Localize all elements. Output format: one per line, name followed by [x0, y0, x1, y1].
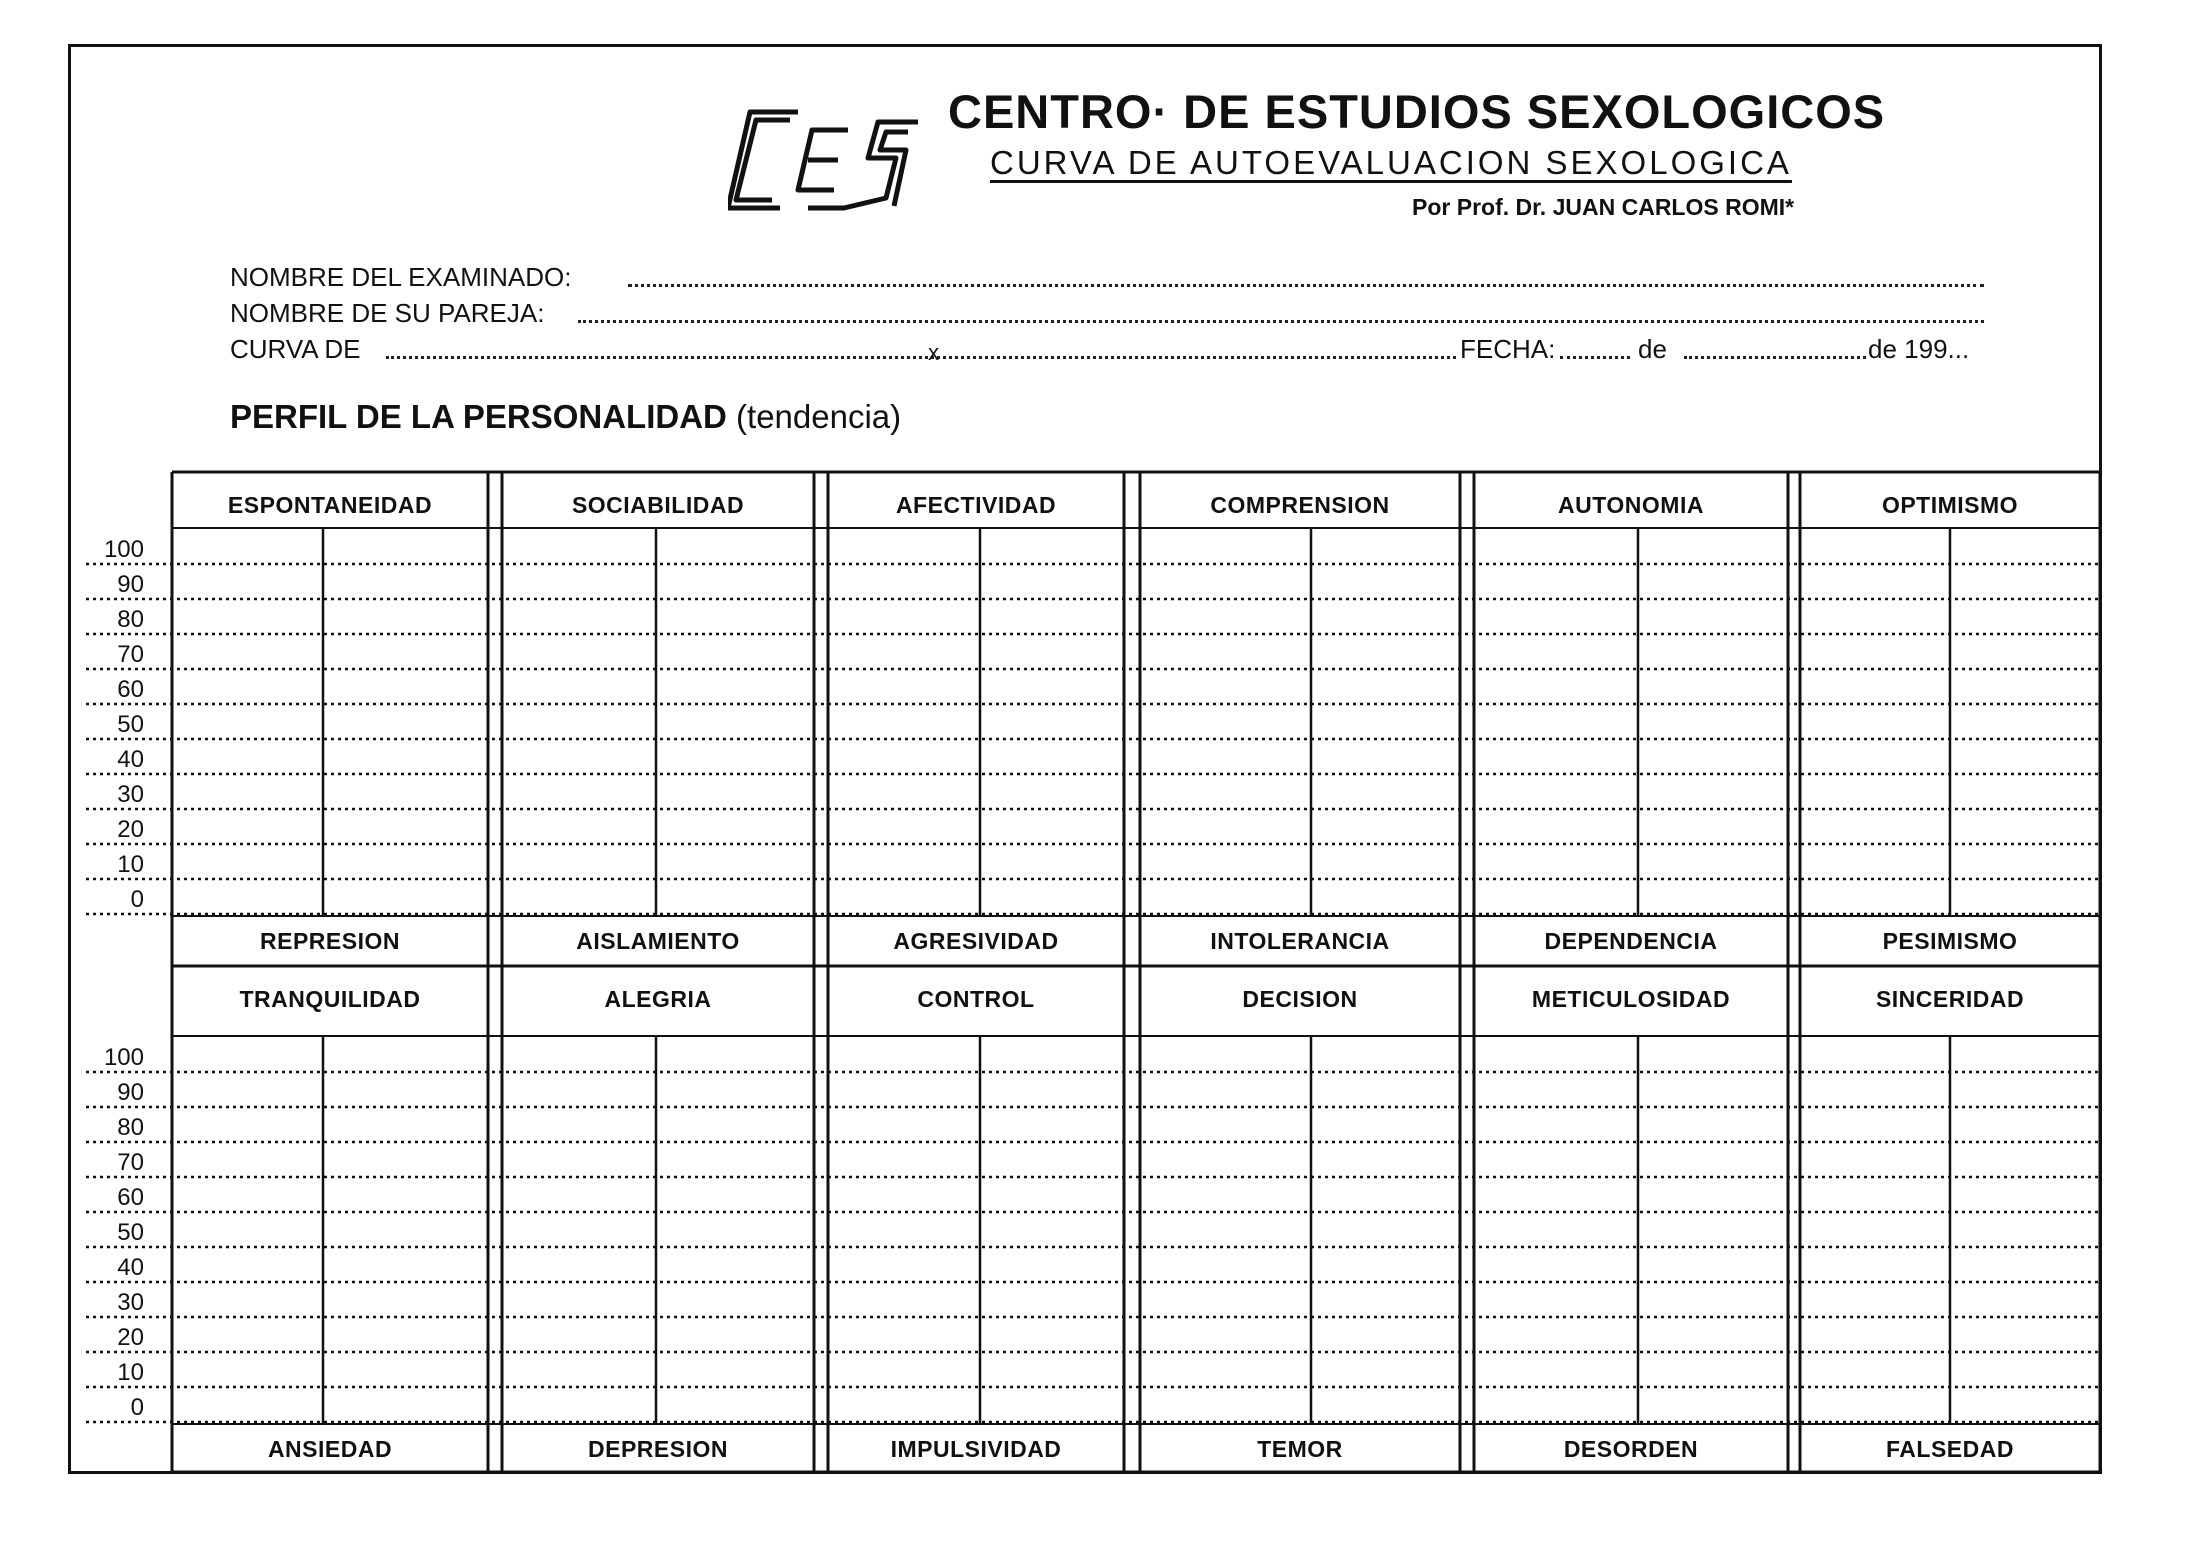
stray-x-mark: x [928, 340, 939, 365]
bottom_row-label-top-2: CONTROL [917, 986, 1035, 1012]
bottom_row-scale-20: 20 [117, 1324, 144, 1351]
top_row-scale-0: 0 [130, 886, 144, 913]
curve-of-label: CURVA DE [230, 334, 361, 364]
top_row-label-top-4: AUTONOMIA [1558, 492, 1704, 518]
top_row-scale-30: 30 [117, 781, 144, 808]
top_row-scale-70: 70 [117, 641, 144, 668]
bottom_row-label-top-5: SINCERIDAD [1875, 986, 2025, 1012]
section-title-sub: (tendencia) [736, 398, 902, 435]
top_row-scale-50: 50 [117, 711, 144, 738]
bottom_row-scale-90: 90 [117, 1079, 144, 1106]
bottom_row-label-bottom-0: ANSIEDAD [267, 1436, 393, 1462]
top_row-label-top-1: SOCIABILIDAD [571, 492, 745, 518]
bottom_row-scale-70: 70 [117, 1149, 144, 1176]
top_row-label-top-5: OPTIMISMO [1881, 492, 2019, 518]
top_row-label-top-3: COMPRENSION [1210, 492, 1390, 518]
bottom_row-scale-40: 40 [117, 1254, 144, 1281]
top_row-scale-90: 90 [117, 571, 144, 598]
date-year-label: de 199... [1868, 334, 1970, 364]
top_row-label-top-2: AFECTIVIDAD [895, 492, 1057, 518]
bottom_row-scale-80: 80 [117, 1114, 144, 1141]
author-credit: Por Prof. Dr. JUAN CARLOS ROMI* [1412, 194, 1795, 220]
top_row-scale-100: 100 [103, 536, 144, 563]
bottom_row-label-bottom-2: IMPULSIVIDAD [890, 1436, 1062, 1462]
bottom_row-scale-60: 60 [117, 1184, 144, 1211]
bottom_row-label-bottom-5: FALSEDAD [1886, 1436, 2014, 1462]
date-of-label-1: de [1638, 334, 1667, 364]
top_row-label-bottom-5: PESIMISMO [1882, 928, 2018, 954]
bottom_row-scale-10: 10 [117, 1359, 144, 1386]
form-title: CURVA DE AUTOEVALUACION SEXOLOGICA [990, 144, 1792, 181]
bottom_row-label-top-1: ALEGRIA [604, 986, 712, 1012]
top_row-label-bottom-2: AGRESIVIDAD [893, 928, 1059, 954]
bottom_row-scale-100: 100 [103, 1044, 144, 1071]
top_row-scale-60: 60 [117, 676, 144, 703]
bottom_row-scale-30: 30 [117, 1289, 144, 1316]
section-title-main: PERFIL DE LA PERSONALIDAD [230, 398, 727, 435]
bottom_row-label-bottom-4: DESORDEN [1563, 1436, 1699, 1462]
examinee-name-label: NOMBRE DEL EXAMINADO: [230, 262, 572, 292]
top_row-label-bottom-4: DEPENDENCIA [1544, 928, 1718, 954]
top_row-scale-40: 40 [117, 746, 144, 773]
bottom_row-label-top-3: DECISION [1242, 986, 1358, 1012]
bottom_row-scale-0: 0 [130, 1394, 144, 1421]
top_row-label-top-0: ESPONTANEIDAD [227, 492, 433, 518]
top_row-label-bottom-3: INTOLERANCIA [1210, 928, 1390, 954]
top_row-label-bottom-0: REPRESION [260, 928, 400, 954]
top_row-scale-10: 10 [117, 851, 144, 878]
bottom_row-label-top-4: METICULOSIDAD [1531, 986, 1731, 1012]
bottom_row-label-bottom-3: TEMOR [1257, 1436, 1343, 1462]
date-label: FECHA: [1460, 334, 1556, 364]
partner-name-label: NOMBRE DE SU PAREJA: [230, 298, 545, 328]
bottom_row-label-bottom-1: DEPRESION [588, 1436, 728, 1462]
organization-title: CENTRO· DE ESTUDIOS SEXOLOGICOS [948, 85, 1886, 138]
bottom_row-scale-50: 50 [117, 1219, 144, 1246]
bottom_row-label-top-0: TRANQUILIDAD [239, 986, 421, 1012]
top_row-scale-80: 80 [117, 606, 144, 633]
top_row-scale-20: 20 [117, 816, 144, 843]
top_row-label-bottom-1: AISLAMIENTO [576, 928, 740, 954]
